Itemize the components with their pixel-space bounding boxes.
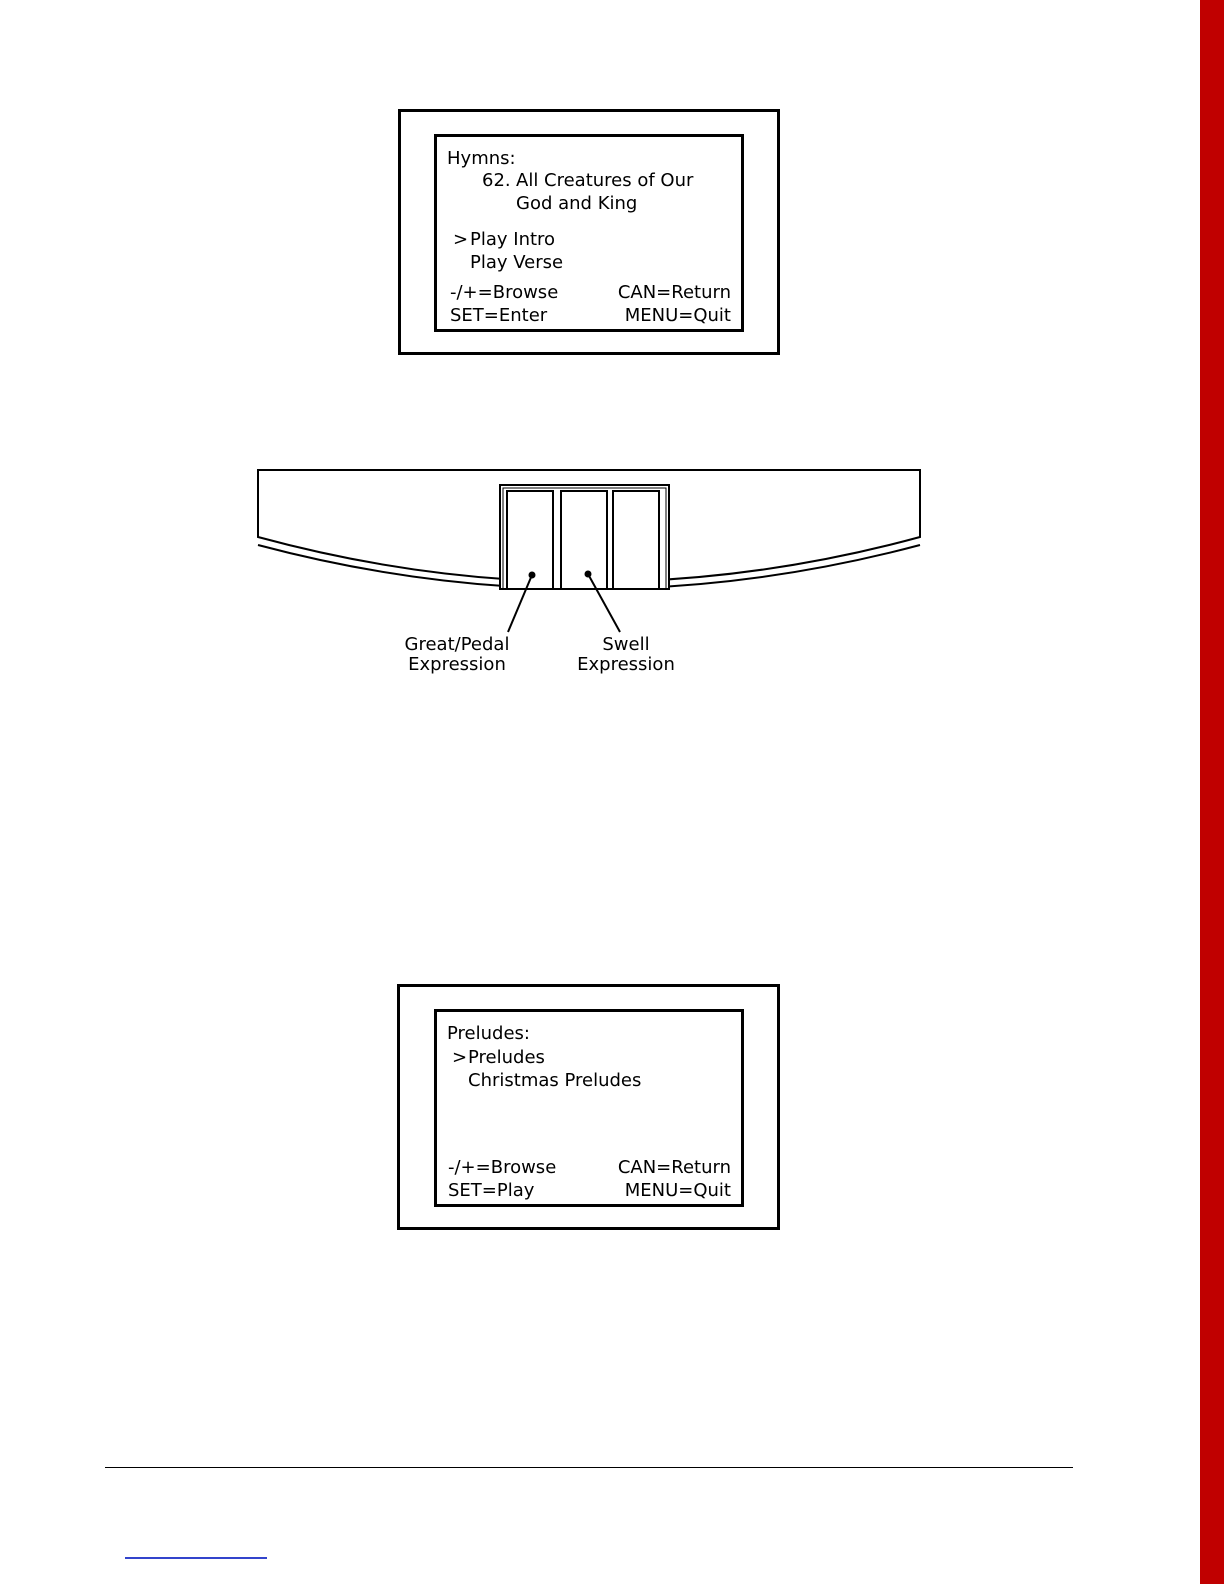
option-play-intro[interactable]: Play Intro [470, 229, 556, 250]
footer-return: CAN=Return [617, 282, 731, 303]
option-marker: > [452, 1047, 468, 1068]
footer-quit: MENU=Quit [624, 305, 731, 326]
hymn-name-line1: All Creatures of Our [516, 170, 694, 191]
hymn-name-line2: God and King [516, 193, 638, 214]
option-preludes[interactable]: Preludes [468, 1047, 545, 1068]
great-pedal-expression-label: Great/Pedal Expression [404, 634, 510, 675]
footer-divider [105, 1467, 1073, 1468]
footer-return: CAN=Return [617, 1157, 731, 1178]
hymn-number: 62. [482, 170, 511, 191]
footer-quit: MENU=Quit [624, 1180, 731, 1201]
preludes-title: Preludes: [447, 1023, 530, 1044]
footer-enter: SET=Enter [450, 305, 548, 326]
footer-browse: -/+=Browse [448, 1157, 557, 1178]
preludes-lcd-screen [434, 1009, 744, 1207]
option-play-verse[interactable]: Play Verse [470, 252, 564, 273]
footer-play: SET=Play [448, 1180, 535, 1201]
option-marker: > [453, 229, 469, 250]
swell-expression-label: Swell Expression [577, 634, 675, 675]
footer-link-underline[interactable] [125, 1557, 267, 1559]
page-edge-marker [1200, 0, 1224, 1584]
footer-browse: -/+=Browse [450, 282, 559, 303]
option-christmas-preludes[interactable]: Christmas Preludes [468, 1070, 642, 1091]
hymns-title: Hymns: [447, 148, 516, 169]
callout-lines [500, 565, 630, 640]
hymns-lcd-screen [434, 134, 744, 332]
preludes-lcd-frame [397, 984, 780, 1230]
hymns-lcd-frame [398, 109, 780, 355]
